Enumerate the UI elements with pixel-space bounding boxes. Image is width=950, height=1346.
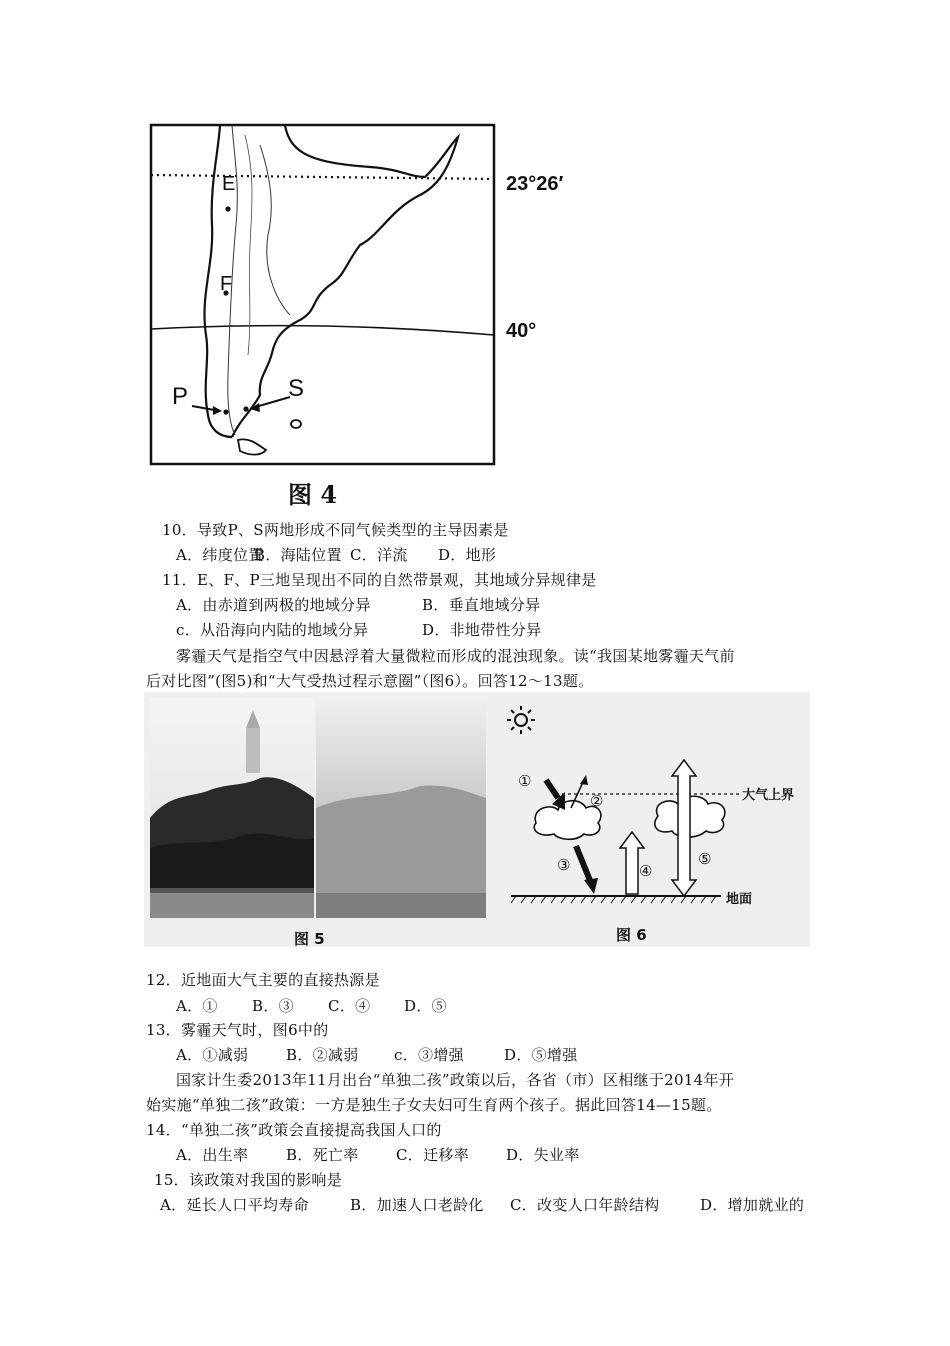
q13-option-a[interactable]: A．①减弱 (176, 1046, 249, 1064)
latitude-label-40: 40° (506, 320, 537, 342)
figure-6-marker-2: ② (590, 792, 604, 810)
figure-6-diagram (496, 698, 806, 923)
question-10-options (176, 545, 496, 565)
figure-6-marker-3: ③ (557, 856, 571, 874)
q12-option-a[interactable]: A．① (176, 997, 218, 1015)
question-13-stem: 13．雾霾天气时，图6中的 (146, 1021, 329, 1039)
question-14-stem: 14．“单独二孩”政策会直接提高我国人口的 (146, 1121, 442, 1139)
q15-option-c[interactable]: C．改变人口年龄结构 (510, 1196, 660, 1214)
figure-6-label-ground: 地面 (726, 892, 753, 907)
figure-5-caption: 图 5 (294, 930, 325, 948)
question-14-options (176, 1145, 580, 1165)
q11-option-a[interactable]: A．由赤道到两极的地域分异 (176, 596, 371, 614)
figure-6-marker-1: ① (518, 772, 532, 790)
q15-option-a[interactable]: A．延长人口平均寿命 (160, 1196, 309, 1214)
question-12-stem: 12．近地面大气主要的直接热源是 (146, 971, 380, 989)
q14-option-d[interactable]: D．失业率 (506, 1146, 580, 1164)
figure-4-caption: 图 4 (288, 480, 338, 509)
q12-option-d[interactable]: D．⑤ (404, 997, 447, 1015)
q10-option-d[interactable]: D．地形 (438, 546, 497, 564)
map-label-f: F (220, 273, 233, 295)
map-label-e: E (222, 173, 236, 195)
passage-policy-line2: 始实施“单独二孩”政策：一方是独生子女夫妇可生育两个孩子。据此回答14—15题。 (146, 1096, 722, 1114)
q12-option-c[interactable]: C．④ (328, 997, 371, 1015)
passage-policy-line1: 国家计生委2013年11月出台“单独二孩”政策以后，各省（市）区相继于2014年开 (176, 1071, 735, 1089)
q15-option-b[interactable]: B．加速人口老龄化 (350, 1196, 484, 1214)
q11-option-b[interactable]: B．垂直地域分异 (422, 596, 541, 614)
q10-option-b[interactable]: B．海陆位置 (254, 546, 342, 564)
figure-6-marker-4: ④ (639, 862, 653, 880)
sun-icon (507, 706, 535, 734)
passage-haze-line1: 雾霾天气是指空气中因悬浮着大量微粒而形成的混浊现象。读“我国某地雾霾天气前 (176, 647, 735, 665)
q13-option-b[interactable]: B．②减弱 (286, 1046, 359, 1064)
map-label-p: P (172, 383, 189, 410)
figure-4 (140, 115, 600, 510)
q13-option-d[interactable]: D．⑤增强 (504, 1046, 578, 1064)
q15-option-d[interactable]: D．增加就业的 (700, 1196, 805, 1214)
passage-haze-line2: 后对比图”(图5)和“大气受热过程示意圈”（图6）。回答12～13题。 (146, 672, 594, 690)
question-10-stem: 10．导致P、S两地形成不同气候类型的主导因素是 (162, 521, 509, 539)
q10-option-a[interactable]: A．纬度位置 (176, 546, 264, 564)
question-11-options-row2 (176, 620, 541, 640)
figure-6-marker-5: ⑤ (698, 850, 712, 868)
q14-option-a[interactable]: A．出生率 (176, 1146, 249, 1164)
latitude-label-tropic: 23°26′ (506, 173, 564, 195)
q10-option-c[interactable]: C．洋流 (350, 546, 408, 564)
question-15-options (160, 1195, 804, 1215)
q13-option-c[interactable]: c．③增强 (394, 1046, 464, 1064)
figure-6-caption: 图 6 (616, 926, 647, 944)
q14-option-c[interactable]: C．迁移率 (396, 1146, 469, 1164)
figures-5-6-panel (144, 692, 810, 947)
q11-option-d[interactable]: D．非地带性分异 (422, 621, 542, 639)
question-15-stem: 15．该政策对我国的影响是 (154, 1171, 342, 1189)
question-12-options (176, 996, 447, 1016)
q14-option-b[interactable]: B．死亡率 (286, 1146, 359, 1164)
q12-option-b[interactable]: B．③ (252, 997, 294, 1015)
question-11-options-row1 (176, 595, 540, 615)
question-11-stem: 11．E、F、P三地呈现出不同的自然带景观，其地域分异规律是 (162, 571, 597, 589)
question-13-options (176, 1045, 578, 1065)
figure-5-photos (150, 698, 490, 923)
figure-6-label-atmosphere-top: 大气上界 (742, 788, 795, 803)
q11-option-c[interactable]: c．从沿海向内陆的地域分异 (176, 621, 369, 639)
map-label-s: S (288, 375, 305, 402)
